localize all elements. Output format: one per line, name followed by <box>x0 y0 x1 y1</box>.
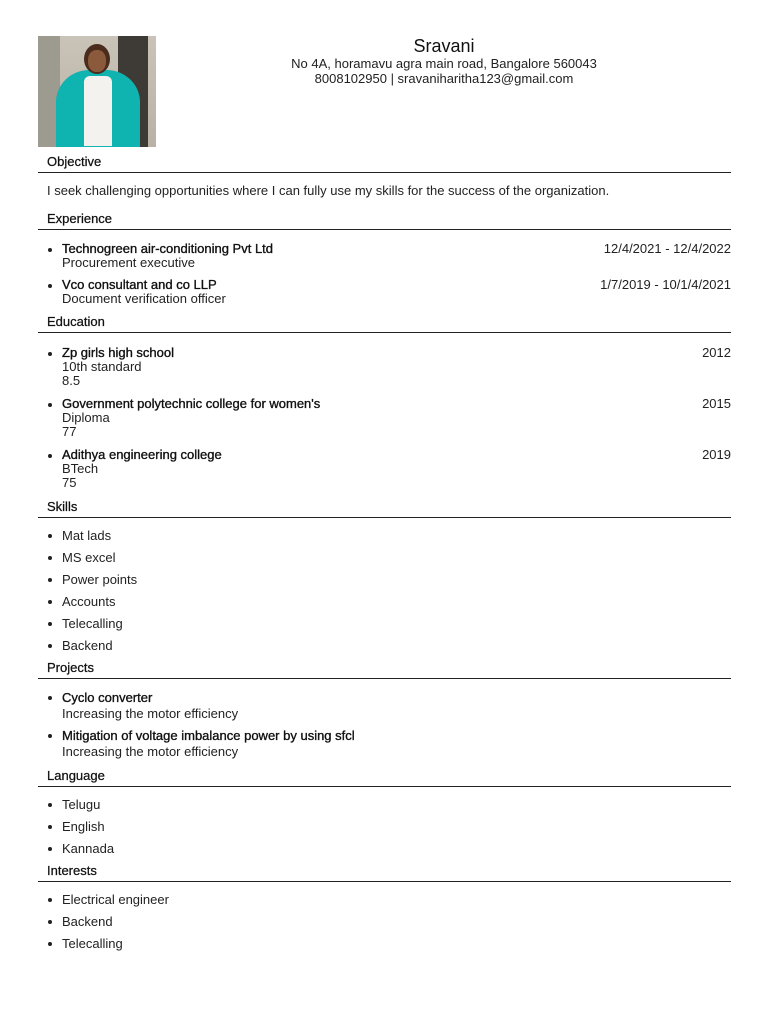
objective-text: I seek challenging opportunities where I can fully use my skills for the success of the organization. <box>47 183 610 198</box>
list-item: MS excel <box>38 550 731 566</box>
experience-item <box>38 278 731 306</box>
projects-section <box>38 660 731 760</box>
company-name: Technogreen air-conditioning Pvt Ltd <box>62 241 274 256</box>
date-range: 12/4/2021 - 12/4/2022 <box>603 241 731 256</box>
year: 2019 <box>702 447 731 462</box>
degree: BTech <box>62 461 99 476</box>
job-role: Procurement executive <box>62 255 195 270</box>
divider <box>38 881 731 882</box>
school-name: Zp girls high school <box>62 345 174 360</box>
year: 2012 <box>702 345 731 360</box>
section-title-interests: Interests <box>47 863 97 878</box>
score: 77 <box>62 424 77 439</box>
list-item: Backend <box>38 638 731 654</box>
school-name: Government polytechnic college for women's <box>62 396 321 411</box>
score: 8.5 <box>62 373 81 388</box>
profile-photo <box>38 36 156 147</box>
resume-body <box>38 154 731 958</box>
list-item: Backend <box>38 914 731 930</box>
section-title-projects: Projects <box>47 660 94 675</box>
project-name: Mitigation of voltage imbalance power by using sfcl <box>62 728 355 743</box>
list-item: Electrical engineer <box>38 892 731 908</box>
score: 75 <box>62 475 77 490</box>
skills-list <box>38 528 731 654</box>
resume-header <box>160 36 728 86</box>
candidate-name: Sravani <box>413 36 475 56</box>
date-range: 1/7/2019 - 10/1/4/2021 <box>600 277 731 292</box>
section-title-education: Education <box>47 314 105 329</box>
experience-item <box>38 242 731 270</box>
experience-list <box>38 242 731 306</box>
objective-section <box>38 154 731 199</box>
divider <box>38 786 731 787</box>
projects-list <box>38 690 731 760</box>
section-title-language: Language <box>47 768 105 783</box>
list-item: Kannada <box>38 841 731 857</box>
education-list <box>38 346 731 490</box>
year: 2015 <box>702 396 731 411</box>
job-role: Document verification officer <box>62 291 226 306</box>
section-title-objective: Objective <box>47 154 102 169</box>
divider <box>38 517 731 518</box>
language-list <box>38 797 731 857</box>
list-item: English <box>38 819 731 835</box>
education-item <box>38 346 731 388</box>
interests-section <box>38 863 731 952</box>
divider <box>38 678 731 679</box>
company-name: Vco consultant and co LLP <box>62 277 217 292</box>
section-title-experience: Experience <box>47 211 113 226</box>
skills-section <box>38 499 731 654</box>
address: No 4A, horamavu agra main road, Bangalore 560043 <box>291 56 597 71</box>
education-item <box>38 397 731 439</box>
project-item <box>38 728 731 760</box>
list-item: Telecalling <box>38 616 731 632</box>
project-name: Cyclo converter <box>62 690 153 705</box>
experience-section <box>38 211 731 306</box>
list-item: Accounts <box>38 594 731 610</box>
interests-list <box>38 892 731 952</box>
divider <box>38 332 731 333</box>
project-item <box>38 690 731 722</box>
education-item <box>38 448 731 490</box>
list-item: Telecalling <box>38 936 731 952</box>
list-item: Telugu <box>38 797 731 813</box>
divider <box>38 229 731 230</box>
section-title-skills: Skills <box>47 499 78 514</box>
project-description: Increasing the motor efficiency <box>62 744 239 759</box>
list-item: Mat lads <box>38 528 731 544</box>
contact-info: 8008102950 | sravaniharitha123@gmail.com <box>314 71 574 86</box>
language-section <box>38 768 731 857</box>
degree: Diploma <box>62 410 110 425</box>
school-name: Adithya engineering college <box>62 447 222 462</box>
project-description: Increasing the motor efficiency <box>62 706 239 721</box>
list-item: Power points <box>38 572 731 588</box>
degree: 10th standard <box>62 359 142 374</box>
divider <box>38 172 731 173</box>
education-section <box>38 314 731 490</box>
